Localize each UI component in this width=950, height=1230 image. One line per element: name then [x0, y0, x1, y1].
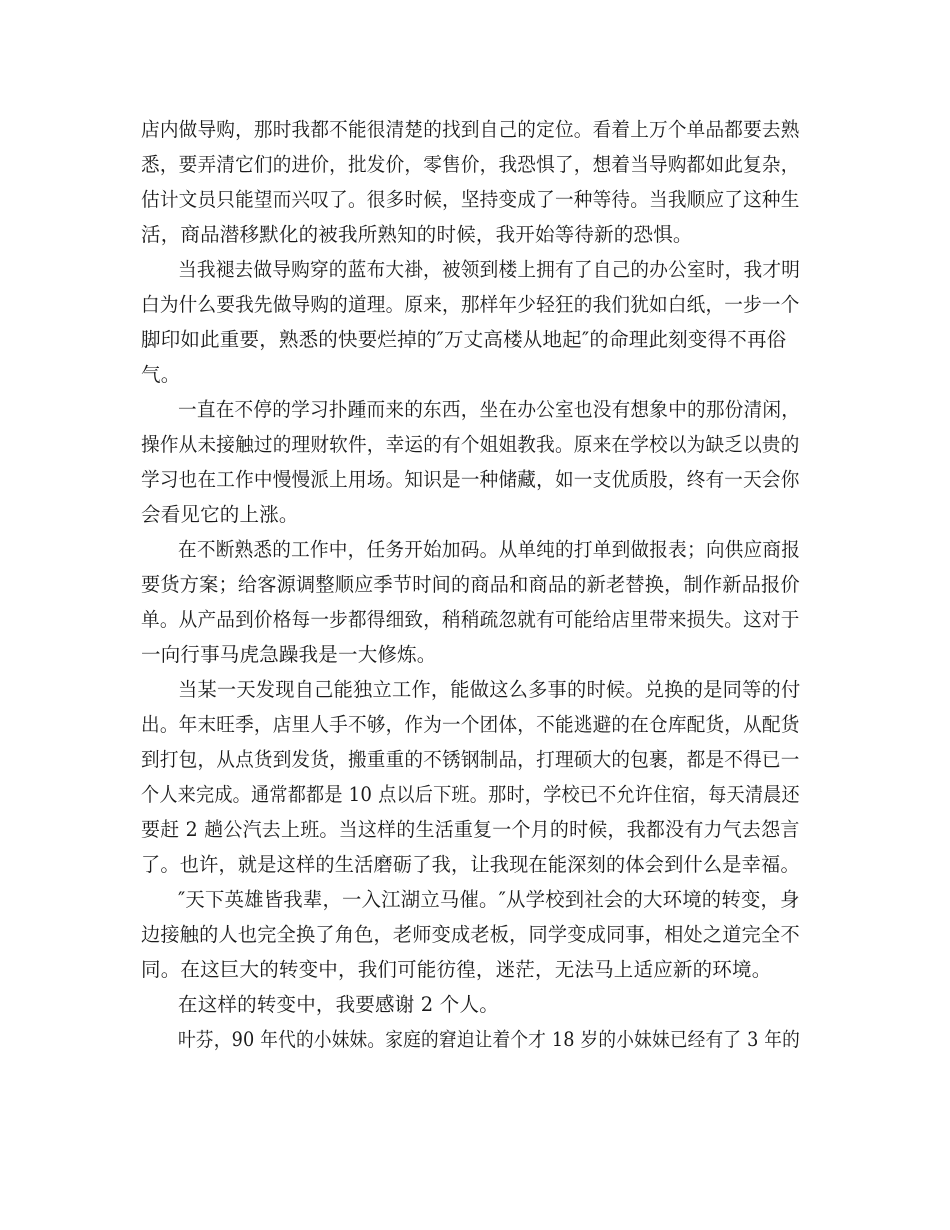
text-line: 要赶 2 趟公汽去上班。当这样的生活重复一个月的时候，我都没有力气去怨言 [141, 818, 800, 841]
text-line: 边接触的人也完全换了角色，老师变成老板，同学变成同事，相处之道完全不 [141, 923, 800, 946]
text-line: 叶芬，90 年代的小妹妹。家庭的窘迫让着个才 18 岁的小妹妹已经有了 3 年的 [178, 1028, 801, 1051]
text-line: 到打包，从点货到发货，搬重重的不锈钢制品，打理硕大的包裹，都是不得已一 [141, 748, 800, 771]
text-line: 气。 [141, 363, 181, 386]
text-line: 会看见它的上涨。 [141, 503, 299, 526]
text-line: 了。也许，就是这样的生活磨砺了我，让我现在能深刻的体会到什么是幸福。 [141, 853, 800, 876]
text-line: 估计文员只能望而兴叹了。很多时候，坚持变成了一种等待。当我顺应了这种生 [141, 188, 800, 211]
text-line: 店内做导购，那时我都不能很清楚的找到自己的定位。看着上万个单品都要去熟 [141, 118, 800, 141]
text-line: 单。从产品到价格每一步都得细致，稍稍疏忽就有可能给店里带来损失。这对于 [141, 608, 800, 631]
text-line: 要货方案；给客源调整顺应季节时间的商品和商品的新老替换，制作新品报价 [141, 573, 800, 596]
text-line: 悉，要弄清它们的进价，批发价，零售价，我恐惧了，想着当导购都如此复杂， [141, 153, 800, 176]
text-line: 一向行事马虎急躁我是一大修炼。 [141, 643, 437, 666]
text-line: 在这样的转变中，我要感谢 2 个人。 [178, 993, 499, 1016]
text-line: 活，商品潜移默化的被我所熟知的时候，我开始等待新的恐惧。 [141, 223, 693, 246]
text-line: 在不断熟悉的工作中，任务开始加码。从单纯的打单到做报表；向供应商报 [178, 538, 801, 561]
text-line: 白为什么要我先做导购的道理。原来，那样年少轻狂的我们犹如白纸，一步一个 [141, 293, 800, 316]
text-line: 同。在这巨大的转变中，我们可能彷徨，迷茫，无法马上适应新的环境。 [141, 958, 772, 981]
text-line: 当某一天发现自己能独立工作，能做这么多事的时候。兑换的是同等的付 [178, 678, 801, 701]
text-line: ″天下英雄皆我辈，一入江湖立马催。″从学校到社会的大环境的转变，身 [178, 888, 800, 911]
text-line: 学习也在工作中慢慢派上用场。知识是一种储藏，如一支优质股，终有一天会你 [141, 468, 800, 491]
text-line: 一直在不停的学习扑踵而来的东西，坐在办公室也没有想象中的那份清闲， [178, 398, 801, 421]
text-line: 出。年末旺季，店里人手不够，作为一个团体，不能逃避的在仓库配货，从配货 [141, 713, 800, 736]
text-line: 脚印如此重要，熟悉的快要烂掉的″万丈高楼从地起″的命理此刻变得不再俗 [141, 328, 787, 351]
text-line: 操作从未接触过的理财软件，幸运的有个姐姐教我。原来在学校以为缺乏以贵的 [141, 433, 800, 456]
text-line: 当我褪去做导购穿的蓝布大褂，被领到楼上拥有了自己的办公室时，我才明 [178, 258, 801, 281]
text-line: 个人来完成。通常都都是 10 点以后下班。那时，学校已不允许住宿，每天清晨还 [141, 783, 800, 806]
